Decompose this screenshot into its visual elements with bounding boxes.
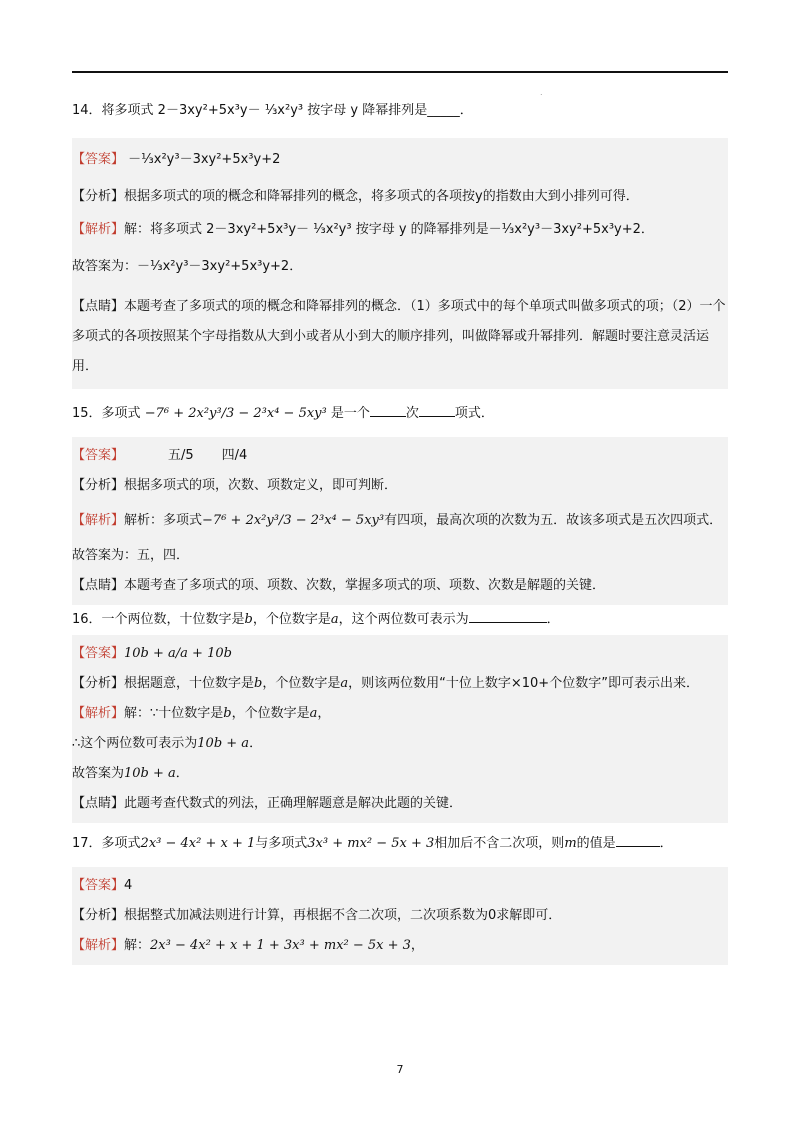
poly-2: 3x³ + mx² − 5x + 3 [307,836,435,851]
analysis-15: 根据多项式的项，次数、项数定义，即可判断． [124,478,398,493]
analysis-tag: 【分析】 [72,908,125,923]
solution-tag: 【解析】 [72,706,125,721]
answer-row-16 [72,639,728,669]
conclusion-16-expr: 10b + a [124,766,176,781]
solution-15-suffix: 有四项，最高次项的次数为五．故该多项式是五次四项式． [384,513,723,528]
solution-17-end: ， [410,938,424,953]
answer-blank-2 [419,404,455,417]
comment-16: 此题考查代数式的列法，正确理解题意是解决此题的关键． [124,796,463,811]
analysis-tag: 【分析】 [72,676,125,691]
answer-blank-1 [370,404,406,417]
conclusion-15: 故答案为：五，四． [72,548,190,563]
question-17-mid2: 相加后不含二次项，则 [434,836,565,851]
question-15-mid1: 是一个 [330,406,370,421]
question-15-suffix: 项式． [454,406,494,421]
question-16-mid: ，个位数字是 [252,612,331,627]
comment-tag: 【点睛】 [72,796,125,811]
comment-tag: 【点睛】 [72,578,125,593]
solution-row-17 [72,931,728,961]
analysis-row-15 [72,471,728,501]
solution-block-17 [72,867,728,965]
var-a: a [330,612,339,627]
question-17 [72,823,728,867]
page-content [72,90,728,965]
answer-15-2: 四/4 [221,448,248,463]
solution-16-l1-mid: ，个位数字是 [231,706,310,721]
answer-tag: 【答案】 [72,448,125,463]
comment-15: 本题考查了多项式的项、项数、次数，掌握多项式的项、项数、次数是解题的关键． [124,578,606,593]
solution-16-line2 [72,729,728,759]
solution-row-15 [72,501,728,541]
analysis-row-14 [72,182,728,212]
answer-tag: 【答案】 [72,878,125,893]
conclusion-16-end: ． [175,766,189,781]
comment-row-15 [72,571,728,601]
solution-block-14 [72,138,728,389]
solution-17-prefix: 解： [124,938,151,953]
answer-blank [469,610,547,623]
answer-14: －⅓x²y³－3xy²+5x³y+2 [128,152,281,167]
header-dot: . [540,88,543,97]
answer-row-14 [72,142,728,182]
solution-tag: 【解析】 [72,938,125,953]
answer-blank [616,834,660,847]
answer-tag: 【答案】 [72,646,125,661]
solution-15-prefix: 解析：多项式 [124,513,203,528]
var-b: b [254,676,263,691]
var-a: a [340,676,349,691]
question-16-suffix: ，这个两位数可表示为 [338,612,469,627]
solution-17-expr: 2x³ − 4x² + x + 1 + 3x³ + mx² − 5x + 3 [150,938,411,953]
question-17-mid: 与多项式 [255,836,308,851]
answer-row-17 [72,871,728,901]
var-b: b [223,706,232,721]
solution-block-16 [72,635,728,823]
answer-row-15 [72,441,728,471]
var-b: b [244,612,253,627]
analysis-16-mid: ，个位数字是 [262,676,341,691]
solution-16-l1-prefix: 解：∵十位数字是 [124,706,224,721]
analysis-row-17 [72,901,728,931]
analysis-16-suffix: ，则该两位数用“十位上数字×10+个位数字”即可表示出来． [348,676,699,691]
question-16 [72,605,728,635]
analysis-tag: 【分析】 [72,189,125,204]
comment-14: 本题考查了多项式的项的概念和降幂排列的概念．（1）多项式中的每个单项式叫做多项式的项；（2）一个多项式的各项按照某个字母指数从大到小或者从小到大的顺序排列，叫做降幂或升幂排列．解题时要注意灵活运用． [72,299,726,374]
analysis-17: 根据整式加减法则进行计算，再根据不含二次项，二次项系数为0求解即可． [124,908,562,923]
question-17-suffix: 的值是 [576,836,616,851]
analysis-tag: 【分析】 [72,478,125,493]
solution-14: 解：将多项式 2－3xy²+5x³y－ ⅓x²y³ 按字母 y 的降幂排列是－⅓x²y³－3xy²+5x³y+2． [124,222,654,237]
analysis-16-prefix: 根据题意，十位数字是 [124,676,255,691]
conclusion-16-prefix: 故答案为 [72,766,125,781]
solution-tag: 【解析】 [72,222,125,237]
solution-15-math: −7⁶ + 2x²y³/3 − 2³x⁴ − 5xy³ [202,513,385,528]
question-15-prefix: 15．多项式 [72,406,141,421]
comment-row-16 [72,789,728,819]
comment-row-14 [72,289,728,385]
conclusion-14: 故答案为：－⅓x²y³－3xy²+5x³y+2． [72,259,303,274]
solution-row-16 [72,699,728,729]
conclusion-16 [72,759,728,789]
solution-row-14 [72,212,728,252]
question-16-end: ． [546,612,560,627]
question-15-mid2: 次 [405,406,419,421]
solution-tag: 【解析】 [72,513,125,528]
solution-16-l2-prefix: ∴这个两位数可表示为 [72,736,198,751]
comment-tag: 【点睛】 [72,299,125,314]
var-m: m [564,836,577,851]
solution-16-l2-end: ． [249,736,263,751]
question-17-prefix: 17．多项式 [72,836,141,851]
header-rule [72,71,728,73]
answer-17: 4 [124,878,133,893]
solution-16-l1-end: ， [317,706,331,721]
question-17-end: ． [659,836,673,851]
var-a: a [309,706,318,721]
answer-15-1: 五/5 [168,448,194,463]
question-14: 14．将多项式 2－3xy²+5x³y－ ⅓x²y³ 按字母 y 降幂排列是_____． [72,103,473,118]
page-number: 7 [396,1063,404,1076]
answer-tag: 【答案】 [72,152,125,167]
question-15 [72,389,728,437]
solution-block-15 [72,437,728,605]
analysis-row-16 [72,669,728,699]
question-16-prefix: 16．一个两位数，十位数字是 [72,612,245,627]
question-15-math: −7⁶ + 2x²y³/3 − 2³x⁴ − 5xy³ [144,406,327,421]
poly-1: 2x³ − 4x² + x + 1 [140,836,256,851]
solution-16-expr: 10b + a [197,736,250,751]
answer-16: 10b + a/a + 10b [124,646,232,661]
analysis-14: 根据多项式的项的概念和降幂排列的概念，将多项式的各项按y的指数由大到小排列可得． [124,189,639,204]
